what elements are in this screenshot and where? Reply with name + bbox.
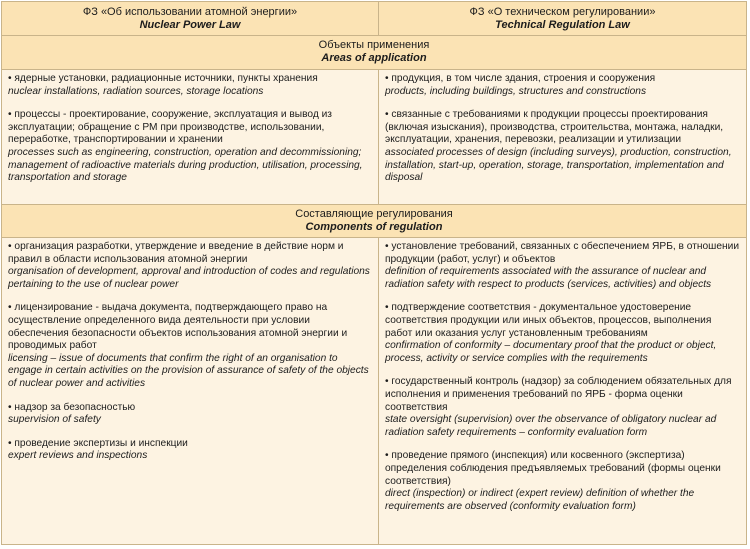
list-item bbox=[8, 109, 372, 185]
section-title-ru: Объекты применения bbox=[318, 39, 430, 51]
section-heading-areas bbox=[2, 36, 746, 70]
section-title-en: Components of regulation bbox=[305, 221, 443, 233]
item-text-ru: • надзор за безопасностью bbox=[8, 401, 136, 413]
list-item bbox=[8, 438, 372, 463]
list-item bbox=[385, 376, 740, 439]
item-text-en: nuclear installations, radiation sources, storage locations bbox=[8, 85, 264, 97]
components-right-column bbox=[379, 238, 746, 544]
item-text-en: expert reviews and inspections bbox=[8, 450, 148, 462]
header-right-ru: ФЗ «О техническом регулировании» bbox=[469, 6, 656, 18]
item-text-ru: • процессы - проектирование, сооружение, эксплуатация и вывод из эксплуатации; обращение с РМ при производстве, использовании, переработке, транспортировании и хранении bbox=[8, 109, 332, 146]
list-item bbox=[385, 109, 740, 185]
list-item bbox=[385, 302, 740, 365]
item-text-en: processes such as engineering, construction, operation and decommissioning; management of radioactive materials during production, utilisation, processing, transportation and storage bbox=[8, 146, 363, 184]
item-text-en: definition of requirements associated with the assurance of nuclear and radiation safety with respect to products (services, activities) and objects bbox=[385, 266, 712, 290]
areas-left-column bbox=[2, 70, 379, 204]
item-text-en: associated processes of design (including surveys), production, construction, installation, start-up, operation, storage, transportation, implementation and disposal bbox=[385, 146, 732, 184]
item-text-en: licensing – issue of documents that confirm the right of an organisation to engage in certain activities on the provision of assurance of safety of the objects of nuclear power and activities bbox=[8, 352, 369, 389]
section-body-areas bbox=[2, 70, 746, 205]
item-text-ru: • установление требований, связанных с обеспечением ЯРБ, в отношении продукции (работ, услуг) и объектов bbox=[385, 241, 740, 265]
section-title-ru: Составляющие регулирования bbox=[295, 208, 453, 220]
list-item bbox=[8, 241, 372, 291]
list-item bbox=[385, 73, 740, 98]
item-text-en: supervision of safety bbox=[8, 414, 101, 426]
item-text-ru: • подтверждение соответствия - документальное удостоверение соответствия продукции или иных объектов, процессов, выполнения работ или оказания услуг установленным требованиям bbox=[385, 302, 712, 339]
header-right-en: Technical Regulation Law bbox=[495, 19, 630, 31]
areas-right-column bbox=[379, 70, 746, 204]
item-text-en: products, including buildings, structures and constructions bbox=[385, 85, 647, 97]
item-text-en: organisation of development, approval and introduction of codes and regulations pertaining to the use of nuclear power bbox=[8, 266, 370, 290]
item-text-ru: • организация разработки, утверждение и введение в действие норм и правил в области использования атомной энергии bbox=[8, 241, 344, 265]
section-body-components bbox=[2, 238, 746, 544]
comparison-table bbox=[1, 1, 747, 545]
item-text-en: direct (inspection) or indirect (expert review) definition of whether the requirements are observed (conformity evaluation form) bbox=[385, 488, 695, 512]
section-title-en: Areas of application bbox=[321, 52, 427, 64]
header-left-en: Nuclear Power Law bbox=[139, 19, 241, 31]
list-item bbox=[8, 302, 372, 390]
item-text-ru: • связанные с требованиями к продукции процессы проектирования (включая изыскания), производства, строительства, монтажа, наладки, эксплуатации, хранения, перевозки, реализации и утилизации bbox=[385, 109, 724, 146]
components-left-column bbox=[2, 238, 379, 544]
item-text-ru: • лицензирование - выдача документа, подтверждающего право на осуществление определенного вида деятельности при условии обеспечения безопасности объектов использования атомной энергии и проводимых работ bbox=[8, 302, 348, 352]
item-text-ru: • государственный контроль (надзор) за соблюдением обязательных для исполнения и применения требований по ЯРБ - форма оценки соответствия bbox=[385, 376, 732, 413]
list-item bbox=[385, 450, 740, 513]
item-text-ru: • ядерные установки, радиационные источники, пункты хранения bbox=[8, 73, 318, 84]
header-right bbox=[379, 2, 746, 36]
item-text-en: state oversight (supervision) over the observance of obligatory nuclear ad radiation safety requirements – conformity evaluation form bbox=[385, 414, 717, 438]
list-item bbox=[8, 73, 372, 98]
item-text-en: confirmation of conformity – documentary proof that the product or object, process, activity or service complies with the requirements bbox=[385, 340, 717, 364]
item-text-ru: • проведение прямого (инспекция) или косвенного (экспертиза) определения соблюдения предъявляемых требований (формы оценки соответствия) bbox=[385, 450, 721, 487]
table-header bbox=[2, 2, 746, 36]
header-left bbox=[2, 2, 379, 36]
item-text-ru: • продукция, в том числе здания, строения и сооружения bbox=[385, 73, 656, 84]
header-left-ru: ФЗ «Об использовании атомной энергии» bbox=[82, 6, 298, 18]
item-text-ru: • проведение экспертизы и инспекции bbox=[8, 437, 188, 449]
section-heading-components bbox=[2, 205, 746, 238]
list-item bbox=[385, 241, 740, 291]
list-item bbox=[8, 402, 372, 427]
